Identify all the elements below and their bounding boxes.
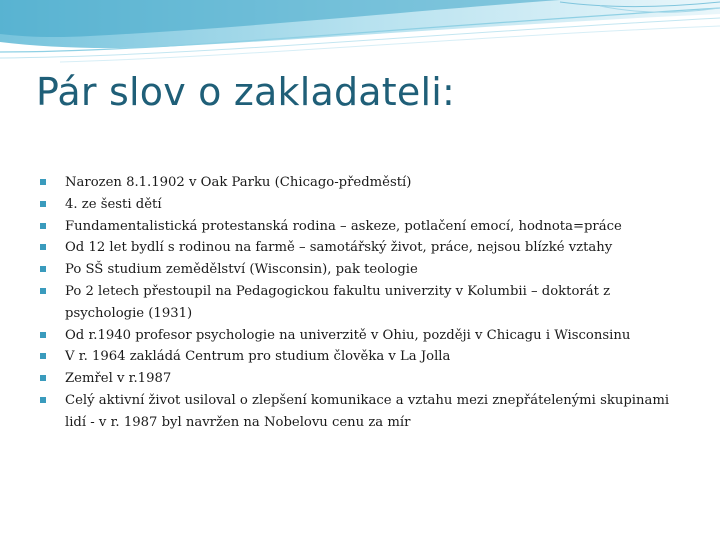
bullet-text: Od 12 let bydlí s rodinou na farmě – samotářský život, práce, nejsou blízké vztahy xyxy=(65,240,613,256)
bullet-item xyxy=(40,368,680,390)
bullet-text: 4. ze šesti dětí xyxy=(65,196,162,212)
square-bullet-icon xyxy=(40,288,46,294)
square-bullet-icon xyxy=(40,266,46,272)
square-bullet-icon xyxy=(40,179,46,185)
square-bullet-icon xyxy=(40,353,46,359)
bullet-text: Po 2 letech přestoupil na Pedagogickou fakultu univerzity v Kolumbii – doktorát z psychologie (1931) xyxy=(65,283,611,321)
bullet-item xyxy=(40,216,680,238)
bullet-item xyxy=(40,172,680,194)
bullet-item xyxy=(40,237,680,259)
bullet-text: Celý aktivní život usiloval o zlepšení komunikace a vztahu mezi znepřátelenými skupinami lidí - v r. 1987 byl navržen na Nobelovu cenu za mír xyxy=(65,392,670,430)
square-bullet-icon xyxy=(40,201,46,207)
square-bullet-icon xyxy=(40,244,46,250)
bullet-text: Zemřel v r.1987 xyxy=(65,371,172,387)
square-bullet-icon xyxy=(40,223,46,229)
bullet-item xyxy=(40,259,680,281)
header-wave-decoration xyxy=(0,0,720,80)
bullet-item xyxy=(40,281,680,325)
square-bullet-icon xyxy=(40,332,46,338)
bullet-text: Po SŠ studium zemědělství (Wisconsin), pak teologie xyxy=(65,262,418,278)
bullet-item xyxy=(40,194,680,216)
square-bullet-icon xyxy=(40,397,46,403)
bullet-text: V r. 1964 zakládá Centrum pro studium člověka v La Jolla xyxy=(65,349,451,365)
bullet-item xyxy=(40,346,680,368)
bullet-text: Narozen 8.1.1902 v Oak Parku (Chicago-předměstí) xyxy=(65,175,412,190)
square-bullet-icon xyxy=(40,375,46,381)
bullet-text: Fundamentalistická protestanská rodina – askeze, potlačení emocí, hodnota=práce xyxy=(65,218,622,234)
bullet-item xyxy=(40,325,680,347)
slide-title: Pár slov o zakladateli: xyxy=(36,70,455,114)
bullet-text: Od r.1940 profesor psychologie na univerzitě v Ohiu, později v Chicagu i Wisconsinu xyxy=(65,327,631,343)
bullet-item xyxy=(40,390,680,434)
bullet-list xyxy=(40,172,680,434)
